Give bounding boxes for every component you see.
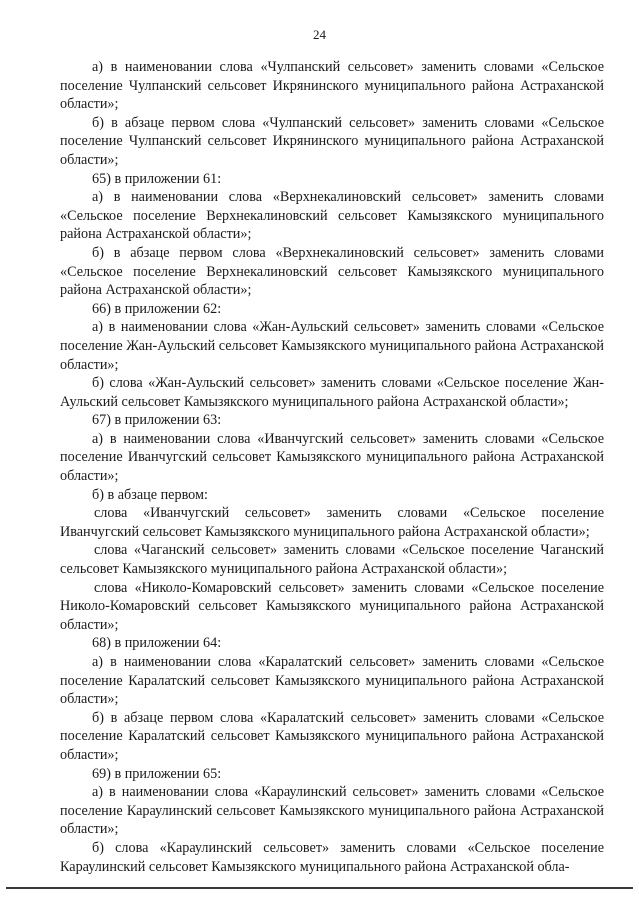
paragraph: 69) в приложении 65: [92, 765, 222, 782]
paragraph: б) в абзаце первом слова «Верхнекалиновский сельсовет» заменить словами «Сельское поселение Верхнекалиновский сельсовет Камызякского муниципального района Астраханской области»; [60, 244, 604, 299]
paragraph: б) в абзаце первом: [92, 486, 208, 503]
page-number: 24 [313, 27, 326, 42]
paragraph: 68) в приложении 64: [92, 635, 222, 652]
paragraph: 66) в приложении 62: [92, 300, 222, 317]
paragraph: б) слова «Караулинский сельсовет» заменить словами «Сельское поселение Караулинский сельсовет Камызякского муниципального района Астраханской обла- [60, 839, 604, 875]
paragraph: а) в наименовании слова «Жан-Аульский сельсовет» заменить словами «Сельское поселение Жан-Аульский сельсовет Камызякского муниципального района Астраханской области»; [60, 319, 604, 373]
paragraph: б) в абзаце первом слова «Чулпанский сельсовет» заменить словами «Сельское поселение Чулпанский сельсовет Икрянинского муниципального района Астраханской области»; [60, 114, 604, 168]
paragraph: 67) в приложении 63: [92, 412, 222, 429]
paragraph: слова «Иванчугский сельсовет» заменить словами «Сельское поселение Иванчугский сельсовет Камызякского муниципального района Астраханской области»; [60, 505, 604, 540]
paragraph: а) в наименовании слова «Чулпанский сельсовет» заменить словами «Сельское поселение Чулпанский сельсовет Икрянинского муниципального района Астраханской области»; [60, 59, 604, 113]
paragraph: слова «Чаганский сельсовет» заменить словами «Сельское поселение Чаганский сельсовет Камызякского муниципального района Астраханской области»; [60, 542, 604, 578]
bottom-rule [6, 887, 633, 889]
document-body [60, 58, 604, 876]
paragraph: а) в наименовании слова «Каралатский сельсовет» заменить словами «Сельское поселение Каралатский сельсовет Камызякского муниципального района Астраханской области»; [60, 654, 604, 708]
paragraph: а) в наименовании слова «Верхнекалиновский сельсовет» заменить словами «Сельское поселение Верхнекалиновский сельсовет Камызякского муниципального района Астраханской области»; [60, 189, 604, 243]
paragraph: а) в наименовании слова «Караулинский сельсовет» заменить словами «Сельское поселение Караулинский сельсовет Камызякского муниципального района Астраханской области»; [60, 784, 604, 838]
paragraph: слова «Николо-Комаровский сельсовет» заменить словами «Сельское поселение Николо-Комаровский сельсовет Камызякского муниципального района Астраханской области»; [60, 579, 604, 633]
paragraph: б) слова «Жан-Аульский сельсовет» заменить словами «Сельское поселение Жан-Аульский сельсовет Камызякского муниципального района Астраханской области»; [60, 375, 604, 410]
paragraph: 65) в приложении 61: [92, 170, 222, 187]
paragraph: б) в абзаце первом слова «Каралатский сельсовет» заменить словами «Сельское поселение Каралатский сельсовет Камызякского муниципального района Астраханской области»; [60, 709, 604, 763]
paragraph: а) в наименовании слова «Иванчугский сельсовет» заменить словами «Сельское поселение Иванчугский сельсовет Камызякского муниципального района Астраханской области»; [60, 430, 604, 485]
